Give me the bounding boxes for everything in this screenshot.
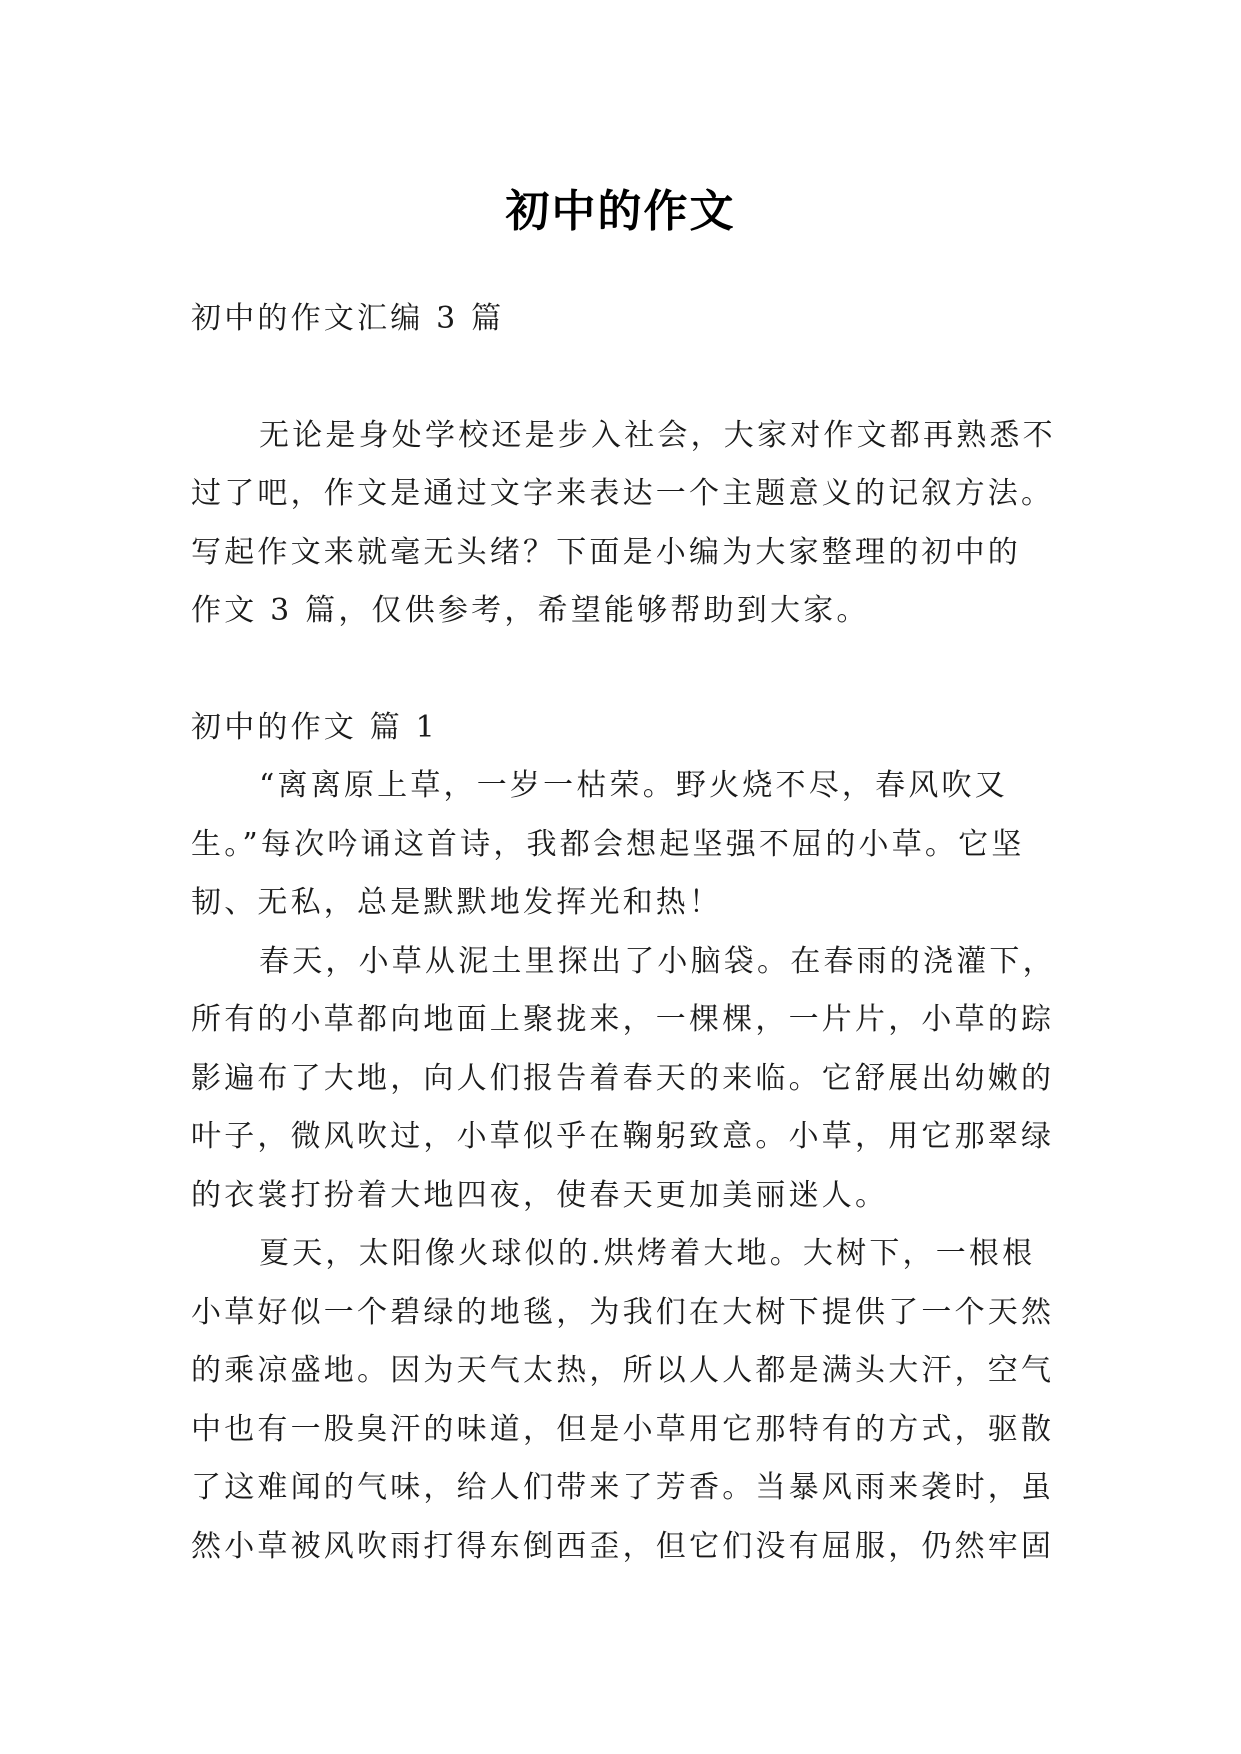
text-line: 所有的小草都向地面上聚拢来，一棵棵，一片片，小草的踪 — [191, 1002, 1055, 1037]
text-line: 然小草被风吹雨打得东倒西歪，但它们没有屈服，仍然牢固 — [191, 1528, 1055, 1564]
document-subtitle: 初中的作文汇编 3 篇 — [191, 301, 505, 336]
text-line: 作文 3 篇，仅供参考，希望能够帮助到大家。 — [191, 593, 870, 628]
intro-paragraph — [191, 407, 1061, 641]
text-line: 了这难闻的气味，给人们带来了芳香。当暴风雨来袭时，虽 — [191, 1470, 1055, 1505]
text-line: 小草好似一个碧绿的地毯，为我们在大树下提供了一个天然 — [191, 1294, 1055, 1330]
text-line: 中也有一股臭汗的味道，但是小草用它那特有的方式，驱散 — [191, 1411, 1055, 1447]
text-line: 过了吧，作文是通过文字来表达一个主题意义的记叙方法。 — [191, 476, 1055, 511]
document-body — [191, 290, 1061, 1576]
text-line: 叶子，微风吹过，小草似乎在鞠躬致意。小草，用它那翠绿 — [191, 1119, 1055, 1154]
text-line: 的乘凉盛地。因为天气太热，所以人人都是满头大汗，空气 — [191, 1353, 1055, 1388]
text-line: 生。”每次吟诵这首诗，我都会想起坚强不屈的小草。它坚 — [191, 826, 1025, 862]
text-line: 韧、无私，总是默默地发挥光和热！ — [191, 885, 723, 920]
body-paragraph — [191, 757, 1061, 933]
text-line: 无论是身处学校还是步入社会，大家对作文都再熟悉不 — [259, 417, 1056, 453]
text-line: 写起作文来就毫无头绪？下面是小编为大家整理的初中的 — [191, 534, 1021, 570]
text-line: 影遍布了大地，向人们报告着春天的来临。它舒展出幼嫩的 — [191, 1060, 1055, 1096]
text-line: 春天，小草从泥土里探出了小脑袋。在春雨的浇灌下， — [259, 943, 1056, 979]
document-title: 初中的作文 — [505, 186, 736, 238]
text-line: 的衣裳打扮着大地四夜，使春天更加美丽迷人。 — [191, 1177, 889, 1213]
text-line: “离离原上草，一岁一枯荣。野火烧不尽，春风吹又 — [259, 768, 1008, 803]
body-paragraph — [191, 933, 1061, 1226]
body-paragraph — [191, 1225, 1061, 1576]
section-heading: 初中的作文 篇 1 — [191, 709, 438, 745]
text-line: 夏天，太阳像火球似的.烘烤着大地。大树下，一根根 — [259, 1236, 1036, 1271]
